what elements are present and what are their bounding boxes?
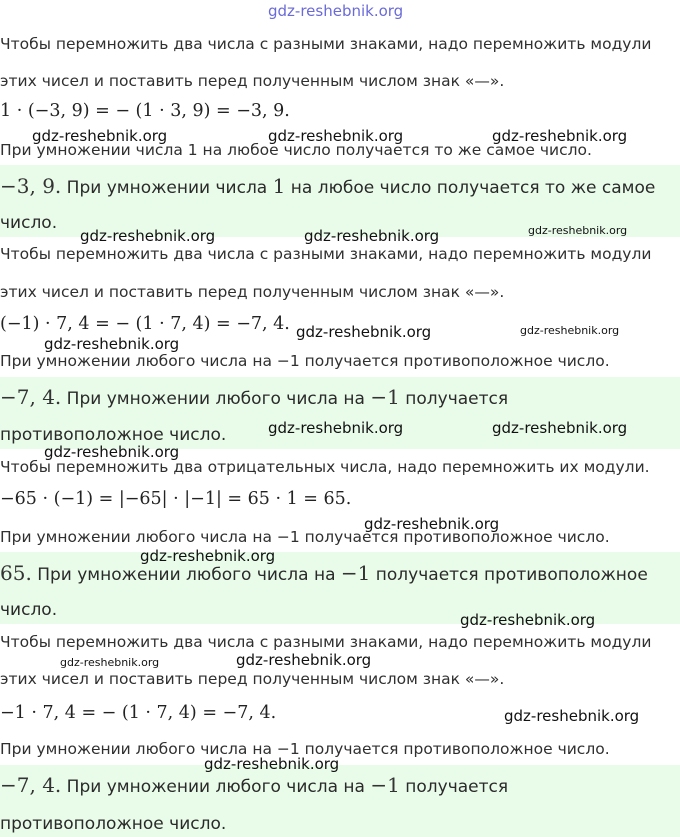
answer-text-2: получается	[399, 777, 509, 797]
watermark: gdz-reshebnik.org	[140, 547, 276, 565]
answer-cont: число.	[0, 213, 58, 233]
answer-cont: противоположное число.	[0, 425, 227, 445]
rule-text: Чтобы перемножить два числа с разными знаками, надо перемножить модули	[0, 245, 652, 263]
rule-text-cont: этих чисел и поставить перед полученным числом знак «—».	[0, 283, 505, 301]
watermark: gdz-reshebnik.org	[296, 323, 432, 341]
calc-line: −1 · 7, 4 = − (1 · 7, 4) = −7, 4.	[0, 703, 277, 723]
answer-line	[0, 561, 648, 585]
rule-text: Чтобы перемножить два числа с разными знаками, надо перемножить модули	[0, 633, 652, 651]
answer-cont: противоположное число.	[0, 814, 227, 834]
watermark: gdz-reshebnik.org	[460, 611, 596, 629]
watermark: gdz-reshebnik.org	[528, 224, 628, 237]
rule-text-cont: этих чисел и поставить перед полученным числом знак «—».	[0, 670, 505, 688]
note-text: При умножении любого числа на −1 получается противоположное число.	[0, 352, 610, 370]
watermark: gdz-reshebnik.org	[80, 227, 216, 245]
answer-text: При умножении любого числа на	[31, 565, 341, 585]
watermark: gdz-reshebnik.org	[268, 127, 404, 145]
answer-value: −3, 9.	[0, 174, 62, 198]
watermark: gdz-reshebnik.org	[204, 755, 340, 773]
calc-line: 1 · (−3, 9) = − (1 · 3, 9) = −3, 9.	[0, 101, 290, 121]
watermark: gdz-reshebnik.org	[268, 419, 404, 437]
watermark: gdz-reshebnik.org	[520, 324, 620, 337]
rule-text-cont: этих чисел и поставить перед полученным числом знак «—».	[0, 72, 505, 90]
watermark: gdz-reshebnik.org	[60, 656, 160, 669]
answer-value: 65.	[0, 561, 32, 585]
watermark: gdz-reshebnik.org	[44, 443, 180, 461]
answer-text-2: получается противоположное	[370, 565, 648, 585]
watermark: gdz-reshebnik.org	[492, 419, 628, 437]
answer-text-2: получается	[399, 389, 509, 409]
watermark: gdz-reshebnik.org	[236, 651, 372, 669]
answer-value: −7, 4.	[0, 773, 62, 797]
rule-text: Чтобы перемножить два числа с разными знаками, надо перемножить модули	[0, 35, 652, 53]
answer-number: −1	[340, 561, 371, 585]
answer-number: 1	[272, 174, 286, 198]
answer-line	[0, 174, 655, 198]
watermark: gdz-reshebnik.org	[364, 515, 500, 533]
answer-text: При умножении числа	[61, 178, 273, 198]
note-text: При умножении любого числа на −1 получается противоположное число.	[0, 740, 610, 758]
watermark-top: gdz-reshebnik.org	[268, 2, 404, 20]
calc-line: (−1) · 7, 4 = − (1 · 7, 4) = −7, 4.	[0, 314, 290, 334]
note-text: При умножении числа 1 на любое число получается то же самое число.	[0, 141, 592, 159]
answer-text-2: на любое число получается то же самое	[285, 178, 656, 198]
watermark: gdz-reshebnik.org	[304, 227, 440, 245]
answer-value: −7, 4.	[0, 385, 62, 409]
watermark: gdz-reshebnik.org	[32, 127, 168, 145]
calc-line: −65 · (−1) = |−65| · |−1| = 65 · 1 = 65.	[0, 489, 352, 509]
answer-line	[0, 385, 508, 409]
answer-cont: число.	[0, 600, 58, 620]
answer-number: −1	[370, 385, 400, 409]
watermark: gdz-reshebnik.org	[504, 707, 640, 725]
answer-number: −1	[370, 773, 400, 797]
answer-line	[0, 773, 508, 797]
answer-text: При умножении любого числа на	[61, 389, 371, 409]
rule-text: Чтобы перемножить два отрицательных числа, надо перемножить их модули.	[0, 458, 650, 476]
watermark: gdz-reshebnik.org	[44, 335, 180, 353]
answer-text: При умножении любого числа на	[61, 777, 371, 797]
note-text: При умножении любого числа на −1 получается противоположное число.	[0, 528, 610, 546]
watermark: gdz-reshebnik.org	[492, 127, 628, 145]
